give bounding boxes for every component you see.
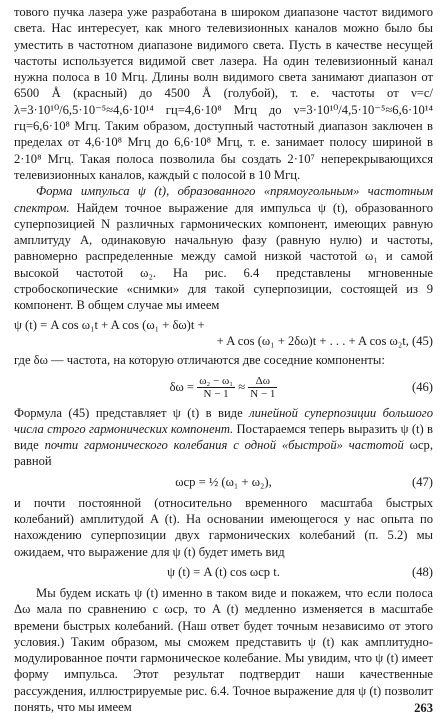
formula-45-line-1: ψ (t) = A cos ω₁t + A cos (ω₁ + δω)t + xyxy=(14,317,205,332)
formula-47-expression: ωср = ½ (ω₁ + ω₂), xyxy=(175,474,272,489)
formula-45-line-2 xyxy=(14,333,433,349)
formula-47 xyxy=(14,474,433,491)
formula-48 xyxy=(14,564,433,581)
paragraph-amplitude: и почти постоянной (относительно временного масштаба быстрых колебаний) амплитудой A (t). На основании имеющегося у нас опыта по нахождению суперпозиции двух гармонических колебаний (п. 5.2) мы ожидаем, что выражение для ψ (t) будет иметь вид xyxy=(14,495,433,559)
equation-number-48: (48) xyxy=(412,564,433,579)
formula-46-denominator-2: N − 1 xyxy=(250,388,276,401)
formula-46-fraction-1 xyxy=(197,375,235,400)
paragraph-pulse-shape xyxy=(14,183,433,313)
formula-46-numerator-2: Δω xyxy=(248,375,277,388)
formula-48-expression: ψ (t) = A (t) cos ωср t. xyxy=(167,564,280,579)
formula-45-line-2-text: + A cos (ω₁ + 2δω)t + . . . + A cos ω₂t, xyxy=(216,333,409,348)
paragraph-4-italic-1: линейной суперпозиции большого числа строго гармонических компонент. xyxy=(14,405,433,436)
section-heading-italic: Форма импульса ψ (t), образованного «прямоугольным» частотным спектром. xyxy=(14,184,433,215)
formula-46-lhs: δω = xyxy=(169,379,198,394)
formula-46-numerator-1: ω₂ − ω₁ xyxy=(199,375,234,388)
paragraph-pulse-shape-text: Найдем точное выражение для импульса ψ (t), образованного суперпозицией N различных гармонических компонент, имеющих равную амплитуду A, одинаковую начальную фазу (равную нулю) и частоты, равномерно распределенные между самой низкой частотой ω₁ и самой высокой частотой ω₂. На рис. 6.4 представлены мгновенные стробоскопические «снимки» для такой суперпозиции, состоящей из 9 компонент. В общем случае мы имеем xyxy=(14,200,433,313)
paragraph-delta-omega: где δω — частота, на которую отличаются две соседние компоненты: xyxy=(14,353,385,368)
formula-45 xyxy=(14,317,433,350)
equation-number-45: (45) xyxy=(412,333,433,348)
page-number: 263 xyxy=(414,701,433,715)
book-page xyxy=(14,4,433,715)
equation-number-46: (46) xyxy=(412,379,433,394)
paragraph-formula-45-description xyxy=(14,405,433,470)
paragraph-4-text-b: Постараемся теперь выразить ψ (t) в виде xyxy=(14,421,433,453)
formula-46-denominator-1: N − 1 xyxy=(203,388,229,401)
formula-46-approx: ≈ xyxy=(235,379,249,394)
paragraph-4-text-c: ωср, равной xyxy=(14,438,433,469)
paragraph-4-text-a: Формула (45) представляет ψ (t) в виде xyxy=(14,405,250,420)
paragraph-search-psi: Мы будем искать ψ (t) именно в таком виде и покажем, что если полоса Δω мала по сравнению с ωср, то A (t) медленно изменяется в масштабе времени быстрых колебаний. (Наш ответ будет точным независимо от этого условия.) Таким образом, мы сможем представить ψ (t) как амплитудно-модулированное почти гармоническое колебание. Мы увидим, что ψ (t) имеет форму импульса. Этот результат подтвердит наши качественные рассуждения, иллюстрируемые рис. 6.4. Точное выражение для ψ (t) позволит понять, что мы имеем xyxy=(14,585,433,714)
formula-46 xyxy=(14,374,433,400)
equation-number-47: (47) xyxy=(412,474,433,489)
paragraph-tv-channels: тового пучка лазера уже разработана в широком диапазоне частот видимого света. Нас интересует, как много телевизионных каналов можно было бы уместить в частотном диапазоне видимого света. Пусть в качестве несущей частоты используется видимой свет лазера. На один телевизионный канал нужна полоса в 10 Мгц. Длины волн видимого света занимают диапазон от 6500 Å (красный) до 4500 Å (голубой), т. е. частоты от ν=c/λ=3·10¹⁰/6,5·10⁻⁵≈4,6·10¹⁴ гц=4,6·10⁸ Мгц до ν=3·10¹⁰/4,5·10⁻⁵≈6,6·10¹⁴ гц=6,6·10⁸ Мгц. Таким образом, доступный частотный диапазон заключен в пределах от 4,6·10⁸ Мгц до 6,6·10⁸ Мгц, т. е. занимает полосу шириной в 2·10⁸ Мгц. Такая полоса позволила бы создать 2·10⁷ неперекрывающихся телевизионных каналов, каждый с полосой в 10 Мгц. xyxy=(14,5,433,182)
paragraph-4-italic-2: почти гармонического колебания с одной «быстрой» частотой xyxy=(44,438,404,453)
formula-46-fraction-2 xyxy=(248,375,277,400)
